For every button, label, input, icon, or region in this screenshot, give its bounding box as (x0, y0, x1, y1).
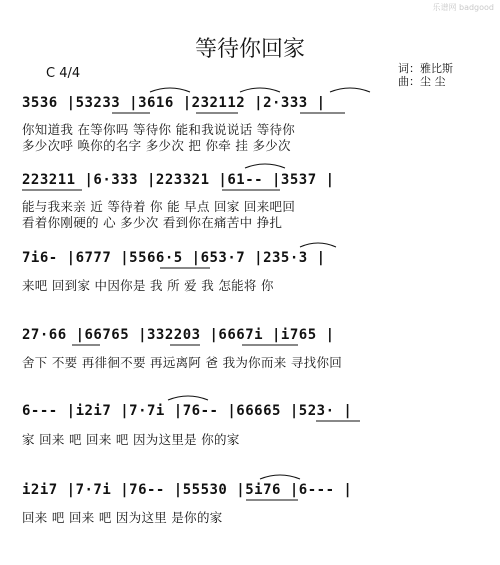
tie-arc (150, 88, 190, 92)
lyric-line-1b: 多少次呼 唤你的名字 多少次 把 你牵 挂 多少次 (22, 138, 291, 153)
lyric-line-6: 回来 吧 回来 吧 因为这里 是你的家 (22, 510, 223, 525)
notation-line-1: 3536 |53233 |3616 |232112 |2·333 | (22, 95, 326, 111)
tie-arc (330, 88, 370, 92)
tie-arc (260, 475, 300, 479)
notation-line-6: i2i7 |7·7i |76-- |55530 |5i76 |6--- | (22, 482, 353, 498)
tie-arc (240, 88, 280, 92)
notation-line-5: 6--- |i2i7 |7·7i |76-- |66665 |523· | (22, 403, 353, 419)
notation-line-4: 27·66 |66765 |332203 |6667i |i765 | (22, 327, 335, 343)
tie-arc (300, 243, 336, 247)
composer-credit: 曲：尘 尘 (398, 75, 446, 88)
song-title: 等待你回家 (194, 37, 305, 62)
notation-line-2: 223211 |6·333 |223321 |61-- |3537 | (22, 172, 335, 188)
lyric-line-1a: 你知道我 在等你吗 等待你 能和我说说话 等待你 (22, 122, 296, 137)
tie-arc (168, 396, 208, 400)
lyric-line-5: 家 回来 吧 回来 吧 因为这里是 你的家 (22, 432, 240, 447)
lyricist-credit: 词：雅比斯 (398, 62, 453, 75)
key-time-signature: C 4/4 (46, 66, 81, 81)
tie-arc (245, 164, 285, 168)
site-watermark: 乐谱网 badgood (432, 3, 494, 12)
lyric-line-2b: 看着你刚硬的 心 多少次 看到你在痛苦中 挣扎 (22, 215, 283, 230)
lyric-line-3: 来吧 回到家 中因你是 我 所 爱 我 怎能将 你 (22, 278, 274, 293)
notation-line-3: 7i6- |6777 |5566·5 |653·7 |235·3 | (22, 250, 326, 266)
lyric-line-4: 舍下 不要 再徘徊不要 再远离阿 爸 我为你而来 寻找你回 (22, 355, 343, 370)
lyric-line-2a: 能与我来亲 近 等待着 你 能 早点 回家 回来吧回 (22, 199, 296, 214)
